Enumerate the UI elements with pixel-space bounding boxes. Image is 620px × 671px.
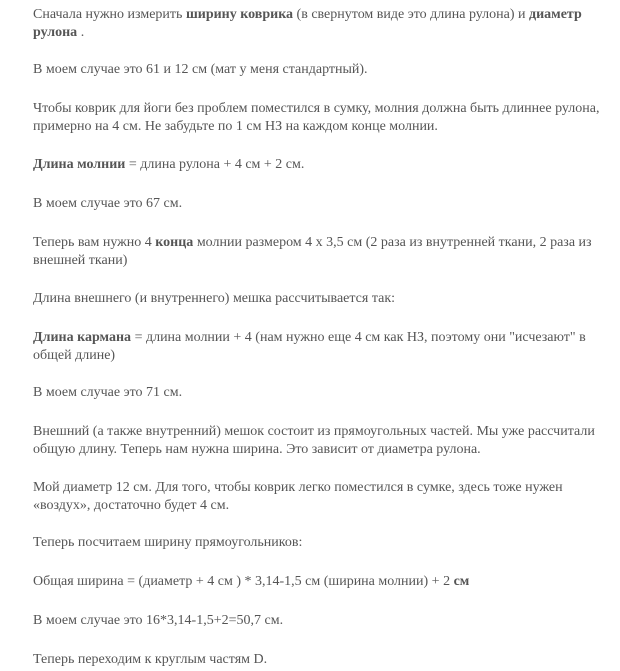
- paragraph-measure: [33, 6, 593, 42]
- paragraph-bag-parts: [33, 423, 593, 459]
- paragraph-zipper-length: Длина молнии = длина рулона + 4 см + 2 см.: [33, 157, 305, 172]
- paragraph-line: примерно на 4 см. Не забудьте по 1 см НЗ на каждом конце молнии.: [33, 119, 438, 134]
- paragraph-my-case-sizes: В моем случае это 61 и 12 см (мат у меня стандартный).: [33, 62, 368, 77]
- bold-term-diameter: диаметр: [529, 7, 582, 22]
- paragraph-line: Мой диаметр 12 см. Для того, чтобы коврик легко поместился в сумке, здесь тоже нужен: [33, 480, 563, 495]
- paragraph-round-parts: Теперь переходим к круглым частям D.: [33, 652, 268, 667]
- bold-term-ends: конца: [155, 235, 194, 250]
- paragraph-my-case-width: В моем случае это 16*3,14-1,5+2=50,7 см.: [33, 613, 284, 628]
- paragraph-line: рулона .: [33, 25, 85, 40]
- paragraph-line: Внешний (а также внутренний) мешок состоит из прямоугольных частей. Мы уже рассчитали: [33, 424, 595, 439]
- paragraph-zipper-ends: [33, 234, 593, 270]
- paragraph-line: Чтобы коврик для йоги без проблем поместился в сумку, молния должна быть длиннее рулона,: [33, 101, 600, 116]
- bold-term-zipper-length: Длина молнии: [33, 157, 126, 172]
- paragraph-line: Длина кармана = длина молнии + 4 (нам нужно еще 4 см как НЗ, поэтому они "исчезают" в: [33, 330, 586, 345]
- paragraph-line: внешней ткани): [33, 253, 128, 268]
- paragraph-my-case-pocket: В моем случае это 71 см.: [33, 385, 183, 400]
- paragraph-width-intro: Теперь посчитаем ширину прямоугольников:: [33, 535, 303, 550]
- bold-term-mat-width: ширину коврика: [185, 7, 294, 22]
- paragraph-pocket-length: [33, 329, 593, 365]
- bold-term-cm: см: [453, 574, 470, 589]
- paragraph-bag-length-intro: Длина внешнего (и внутреннего) мешка рассчитывается так:: [33, 291, 396, 306]
- paragraph-line: общую длину. Теперь нам нужна ширина. Это зависит от диаметра рулона.: [33, 442, 481, 457]
- paragraph-line: Сначала нужно измерить ширину коврика (в свернутом виде это длина рулона) и диаметр: [33, 7, 582, 22]
- paragraph-total-width: Общая ширина = (диаметр + 4 см ) * 3,14-1,5 см (ширина молнии) + 2 см: [33, 574, 470, 589]
- paragraph-diameter-air: [33, 479, 593, 515]
- paragraph-line: «воздух», достаточно будет 4 см.: [33, 498, 230, 513]
- paragraph-line: Теперь вам нужно 4 конца молнии размером 4 х 3,5 см (2 раза из внутренней ткани, 2 раза из: [33, 235, 592, 250]
- bold-term-pocket-length: Длина кармана: [33, 330, 132, 345]
- paragraph-line: общей длине): [33, 348, 116, 363]
- bold-term-roll: рулона: [33, 25, 78, 40]
- paragraph-zipper-note: [33, 100, 600, 136]
- paragraph-my-case-zipper: В моем случае это 67 см.: [33, 196, 183, 211]
